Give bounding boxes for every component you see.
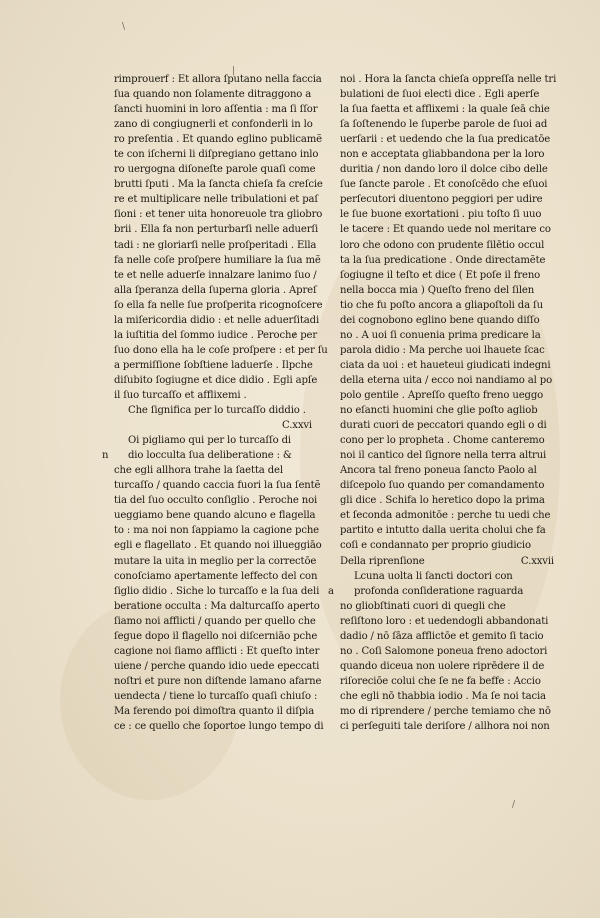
margin-mark-bottom-right: / — [512, 800, 516, 810]
text-line: uendecta / tiene lo turcaſſo quaſi chiuſo : — [114, 690, 318, 702]
guide-letter: a — [328, 585, 334, 597]
right-column-body — [340, 72, 568, 554]
text-line: ſegue dopo il flagello noi diſcerniāo pche — [114, 630, 318, 642]
text-line: ſiglio didio . Siche lo turcaſſo e la ſua deli — [114, 585, 320, 597]
text-line: cagione noi ſiamo afflicti : Et queſto inter — [114, 645, 320, 657]
text-line: uiene / perche quando idio uede epeccati — [114, 660, 320, 672]
text-line: ro uergogna diſoneſte parole quaſi come — [114, 164, 316, 176]
text-line: rimprouerf : Et allora ſputano nella faccia — [114, 74, 322, 85]
text-line: profonda conſideratione raguarda — [354, 585, 524, 597]
text-line: mo di riprendere / perche temiamo che nō — [340, 705, 551, 717]
text-line: nella bocca mia ) Queſto freno del ſilen — [340, 284, 535, 296]
text-line: te et nelle aduerſe innalzare lanimo ſuo / — [114, 269, 317, 281]
text-line: no gliobſtinati cuori di quegli che — [340, 600, 506, 612]
text-line: ueggiamo bene quando alcuno e flagella — [114, 510, 316, 522]
text-line: ſo ella fa nelle ſue proſperita ricognoſcere — [114, 299, 323, 311]
text-line: Ma ferendo poi dimoſtra quanto il diſpia — [114, 705, 315, 717]
text-line: durati cuori de peccatori quando egli o di — [340, 420, 547, 432]
margin-mark-top-center: | — [232, 66, 236, 76]
text-line: riſoreciōe colui che ſe ne fa beffe : Accio — [340, 675, 541, 687]
text-line: zano di congiugnerli et confonderli in lo — [114, 119, 313, 131]
text-line: perſecutori diuentono peggiori per udire — [340, 194, 543, 206]
right-column — [328, 72, 568, 734]
text-line: reſiſtono loro : et uedendogli abbandonati — [340, 615, 549, 627]
heading-title-text: Della riprenſione — [340, 555, 425, 567]
text-line: et ſeconda admonitōe : perche tu uedi che — [340, 510, 551, 522]
text-line: ci perſeguiti tale deriſore / allhora noi non — [340, 721, 550, 733]
text-line: ro preſentia . Et quando eglino publicamẽ — [114, 134, 322, 146]
text-line: non e acceptata gliabbandona per la loro — [340, 149, 545, 161]
text-line: partito e intutto dalla uerita cholui che fa — [340, 525, 546, 537]
text-line: diſubito ſogiugne et dice didio . Egli apſe — [114, 374, 318, 386]
text-line: cono per lo propheta . Chome canteremo — [340, 435, 545, 447]
left-column-body-2 — [114, 433, 342, 734]
chapter-heading-title — [340, 554, 568, 569]
text-line: ſua quando non ſolamente ditraggono a — [114, 89, 312, 101]
text-line: tia del ſuo occulto conſiglio . Peroche noi — [114, 495, 318, 507]
text-line: ſioni : et tener uita honoreuole tra gliobro — [114, 209, 323, 221]
text-line: ciata da uoi : et haueteui giudicati indegni — [340, 359, 551, 371]
text-line: bulationi de ſuoi electi dice . Egli aperſe — [340, 89, 540, 101]
text-line: della eterna uita / ecco noi nandiamo al po — [340, 374, 553, 386]
text-line: tadi : ne gloriarſi nelle proſperitadi . Ella — [114, 239, 317, 251]
margin-mark-top-left: \ — [122, 22, 126, 32]
text-line: brutti ſputi . Ma la ſancta chieſa fa creſcie — [114, 179, 323, 191]
left-column-chapter-body — [102, 433, 342, 734]
text-line: mutare la uita in meglio per la correctōe — [114, 555, 317, 567]
text-line: dadio / nō ſāza afflictōe et gemito ſi tacio — [340, 630, 544, 642]
text-line: tio che fu poſto ancora a gliapoſtoli da ſu — [340, 299, 543, 311]
text-line: dio locculta ſua deliberatione : & — [128, 450, 292, 462]
text-line: alla ſperanza della ſuperna gloria . Apreſ — [114, 284, 317, 296]
text-line: loro che odono con prudente ſilētio occul — [340, 239, 545, 251]
right-column-chapter-body — [328, 569, 568, 735]
text-line: to : ma noi non ſappiamo la cagione pche — [114, 525, 319, 537]
text-line: le ſue buone exortationi . piu toſto ſi uuo — [340, 209, 542, 221]
text-line: beratione occulta : Ma dalturcaſſo aperto — [114, 600, 320, 612]
left-column-body — [114, 72, 342, 403]
text-line: ſuo dono ella ha le coſe proſpere : et per ſu — [114, 344, 328, 356]
left-column — [102, 72, 342, 734]
text-line: uerſarii : et uedendo che la ſua predicatōe — [340, 134, 551, 146]
text-line: che egli allhora trahe la ſaetta del — [114, 465, 283, 477]
text-line: dei cognobono eglino bene quando diſſo — [340, 314, 540, 326]
text-line: ſa ſoſtenendo le ſuperbe parole de ſuoi ad — [340, 119, 548, 131]
text-line: parola didio : Ma perche uoi lhauete ſcac — [340, 344, 545, 356]
text-line: la ſua faetta et afflixemi : la quale ſeā chie — [340, 104, 550, 116]
chapter-number: C.xxvii — [520, 555, 554, 567]
text-line: te con iſcherni li diſpregiano gettano inlo — [114, 149, 319, 161]
text-line: fa nelle coſe proſpere humiliare la ſua mẽ — [114, 254, 321, 266]
text-line: le tacere : Et quando uede nol meritare co — [340, 224, 551, 236]
text-line: che egli nō thabbia iodio . Ma ſe noi tacia — [340, 690, 546, 702]
text-line: ſancti huomini in loro aſſentia : ma ſi ſſor — [114, 104, 318, 116]
text-line: ſiamo noi afflicti / quando per quello che — [114, 615, 316, 627]
text-line: no eſancti huomini che glie poſto agliob — [340, 405, 538, 417]
chapter-number: C.xxvi — [282, 420, 312, 432]
text-line: brii . Ella fa non perturbarſi nelle aduerſi — [114, 224, 319, 236]
text-line: ſue ſancte parole . Et conoſcēdo che eſuoi — [340, 179, 548, 191]
text-line: duritia / non dando loro il dolce cibo delle — [340, 164, 548, 176]
text-line: il ſuo turcaſſo et afflixemi . — [114, 389, 247, 401]
text-line: a permiſſione ſobſtiene laduerſe . Ilpche — [114, 359, 313, 371]
text-line: conoſciamo apertamente leffecto del con — [114, 570, 318, 582]
text-line: no . A uoi ſi conuenia prima predicare la — [340, 329, 541, 341]
text-line: la miſericordia didio : et nelle aduerſitadi — [114, 314, 320, 326]
text-line: quando diceua non uolere riprēdere il de — [340, 660, 545, 672]
text-line: ſogiugne il teſto et dice ( Et poſe il freno — [340, 269, 541, 281]
chapter-heading-title: Che ſignifica per lo turcaſſo diddio . — [128, 405, 306, 417]
text-line: la iuſtitia del ſommo iudice . Perochɇ per — [114, 329, 318, 341]
text-line: gli dice . Schifa lo heretico dopo la prima — [340, 495, 545, 507]
guide-letter: n — [102, 450, 109, 462]
text-line: egli e flagellato . Et quando noi illueggiāo — [114, 540, 322, 552]
text-line: no . Coſi Salomone poneua freno adoctori — [340, 645, 548, 657]
text-line: noi . Hora la ſancta chieſa oppreſſa nelle tri — [340, 74, 557, 85]
text-line: noi il cantico del ſignore nella terra altrui — [340, 450, 547, 462]
text-line: coſi e condannato per proprio giudicio — [340, 540, 531, 552]
text-line: polo gentile . Apreſſo queſto freno ueggo — [340, 389, 544, 401]
text-line: Lcuna uolta li ſancti doctori con — [354, 570, 513, 582]
text-line: noſtri et pure non diſtende lamano afarne — [114, 675, 322, 687]
text-line: re et multiplicare nelle tribulationi et paſ — [114, 194, 319, 206]
text-line: ta la ſua predicatione . Onde directamẽte — [340, 254, 546, 266]
text-line: diſcepolo ſuo quando per comandamento — [340, 480, 545, 492]
text-line: ce : ce quello che ſoportoe lungo tempo di — [114, 721, 324, 733]
text-line: turcaſſo / quando caccia fuori la ſua ſentẽ — [114, 480, 321, 492]
text-line: Oi pigliamo qui per lo turcaſſo di — [128, 435, 291, 447]
text-line: Ancora tal freno poneua ſancto Paolo al — [340, 465, 537, 477]
right-column-body-2 — [340, 569, 568, 735]
